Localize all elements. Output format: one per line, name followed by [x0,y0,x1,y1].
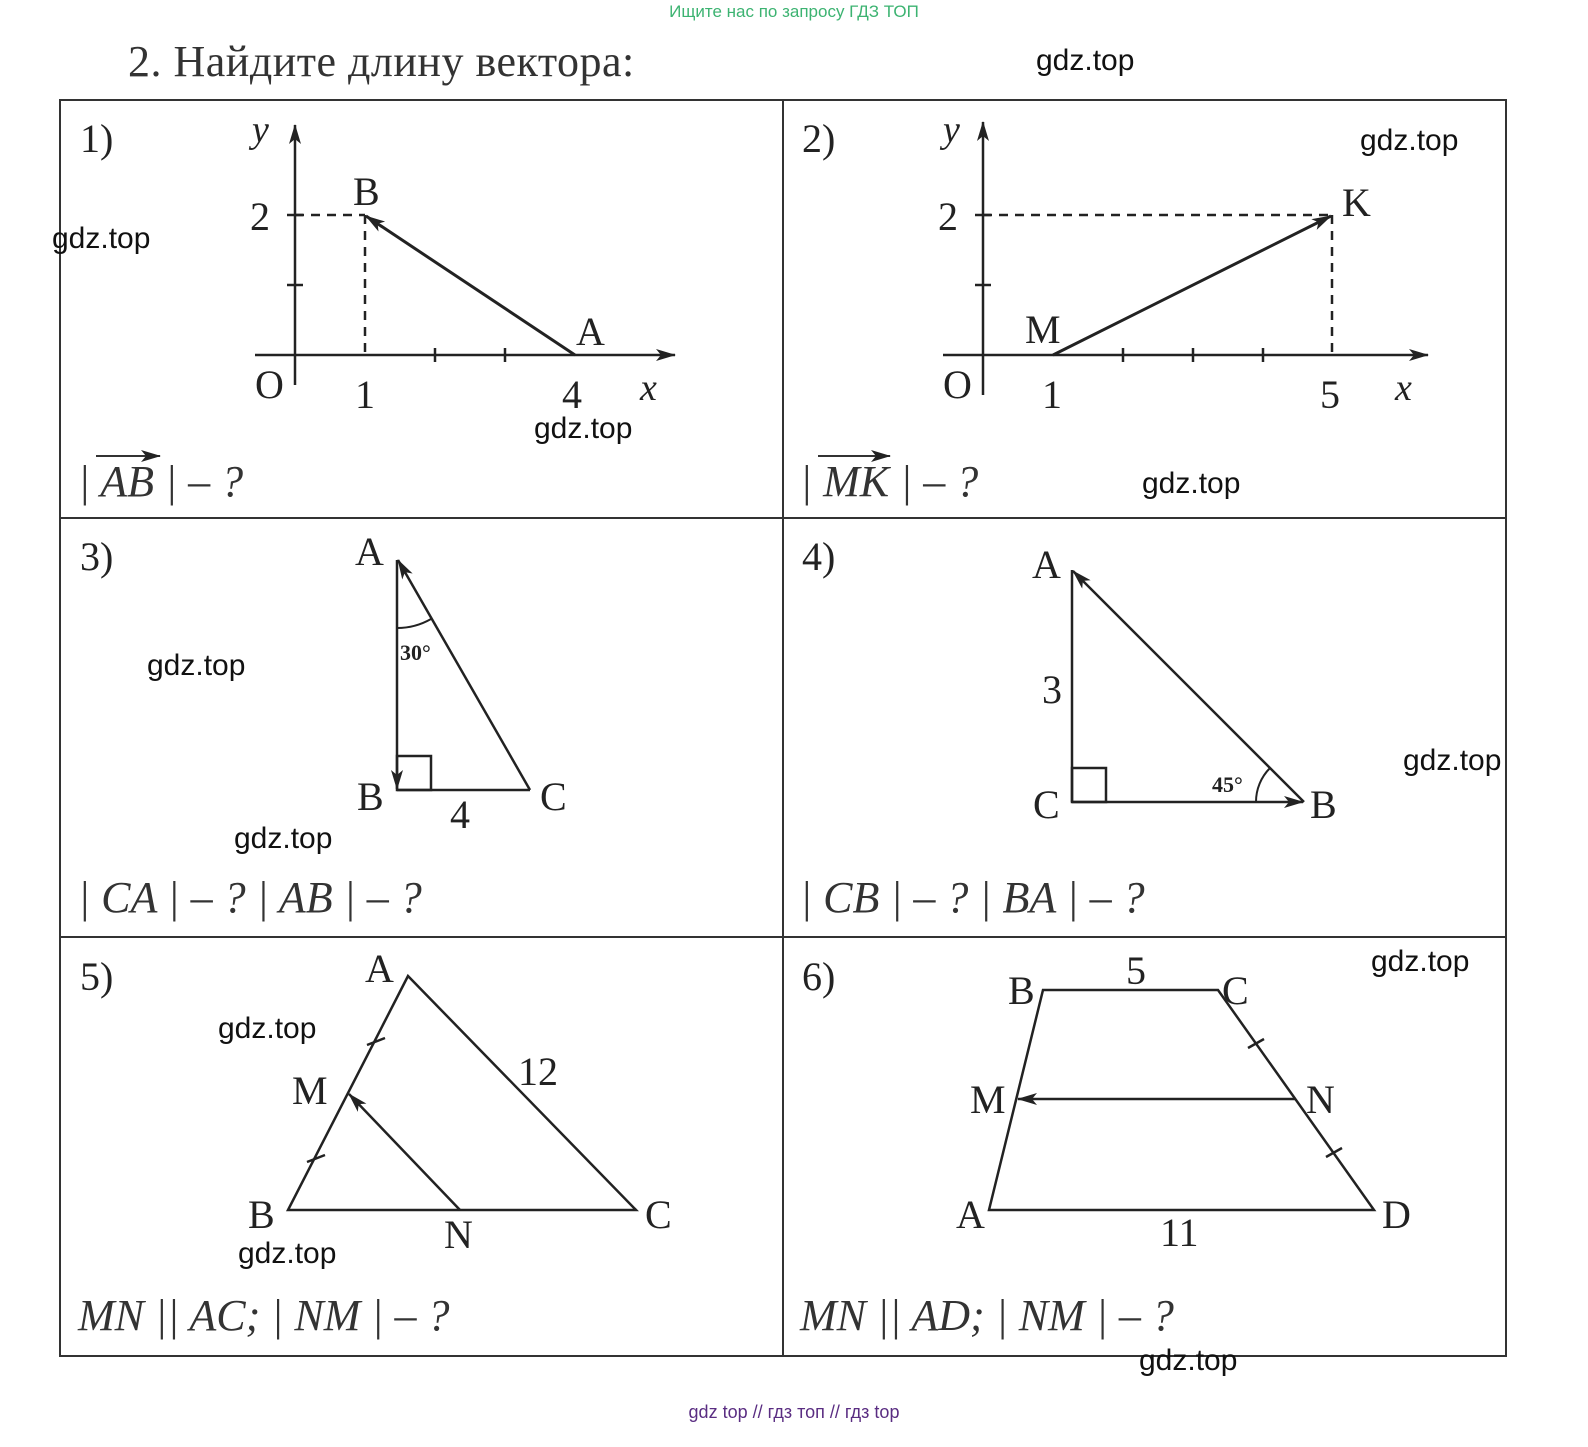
problem-4-question: | CB | – ? | BA | – ? [800,873,1145,922]
tick-label: 2 [250,194,270,239]
point-label-a: A [355,529,384,574]
point-label-c: C [1033,782,1060,827]
origin-label: O [255,362,284,407]
point-label-n: N [1306,1077,1335,1122]
point-label-n: N [444,1212,473,1257]
watermark: gdz.top [1139,1344,1238,1377]
watermark: gdz.top [1371,945,1470,978]
watermark: gdz.top [1360,124,1459,157]
side-label: 11 [1160,1210,1199,1255]
watermark: gdz.top [218,1012,317,1045]
vector-ab [366,216,575,355]
point-label-b: B [353,169,380,214]
watermark: gdz.top [234,822,333,855]
point-label-m: M [292,1068,328,1113]
point-label-c: C [540,774,567,819]
problem-6-number: 6) [802,954,836,999]
problem-3-question: | CA | – ? | AB | – ? [78,873,422,922]
side-label: 3 [1042,667,1062,712]
tick-label: 1 [1042,372,1062,417]
problem-1 [78,109,675,506]
angle-label: 45° [1212,772,1243,797]
problem-2-question: | MK | – ? [800,457,979,506]
tick-label: 1 [355,372,375,417]
point-label-b: B [248,1192,275,1237]
grid-frame [60,100,1506,1356]
axis-label-x: x [1395,367,1412,409]
point-label-m: M [1025,307,1061,352]
problem-5-question: MN || AC; | NM | – ? [78,1291,450,1340]
point-label-m: M [970,1077,1006,1122]
vector-mk [1053,216,1331,355]
angle-label: 30° [400,640,431,665]
watermark: gdz.top [52,222,151,255]
watermark: gdz.top [147,649,246,682]
problem-2-number: 2) [802,116,836,161]
origin-label: O [943,362,972,407]
task-title: 2. Найдите длину вектора: [128,37,635,86]
problem-4 [800,534,1337,922]
side-label: 4 [450,792,470,837]
vector-ba [1073,571,1304,802]
watermark: gdz.top [238,1237,337,1270]
search-banner: Ищите нас по запросу ГДЗ ТОП [669,2,919,21]
problem-3 [78,529,567,922]
side-label: 5 [1126,948,1146,993]
watermark: gdz.top [1142,467,1241,500]
point-label-a: A [576,309,605,354]
problem-1-question: | AB | – ? [78,457,244,506]
tick-label: 5 [1320,372,1340,417]
problem-2 [800,109,1428,506]
problem-4-number: 4) [802,534,836,579]
problem-5-number: 5) [80,954,114,999]
point-label-d: D [1382,1192,1411,1237]
watermark: gdz.top [1403,744,1502,777]
vector-nm [349,1094,460,1210]
problem-5 [77,946,672,1340]
point-label-c: C [1222,968,1249,1013]
tick-label: 2 [938,194,958,239]
point-label-a: A [1032,542,1061,587]
point-label-c: C [645,1192,672,1237]
side-label: 12 [518,1049,558,1094]
axis-label-y: y [943,109,960,151]
problem-3-number: 3) [80,534,114,579]
point-label-a: A [956,1192,985,1237]
problem-1-number: 1) [80,116,114,161]
watermark: gdz.top [534,412,633,445]
axis-label-x: x [640,367,657,409]
point-label-a: A [365,946,394,991]
point-label-b: B [1310,782,1337,827]
point-label-b: B [1008,968,1035,1013]
watermark: gdz.top [1036,44,1135,77]
problem-6 [799,948,1411,1340]
footer-links: gdz top // гдз топ // гдз top [688,1402,900,1422]
tick-label: 4 [562,372,582,417]
point-label-k: K [1342,180,1371,225]
axis-label-y: y [252,109,269,151]
point-label-b: B [357,774,384,819]
problem-6-question: MN || AD; | NM | – ? [800,1291,1174,1340]
